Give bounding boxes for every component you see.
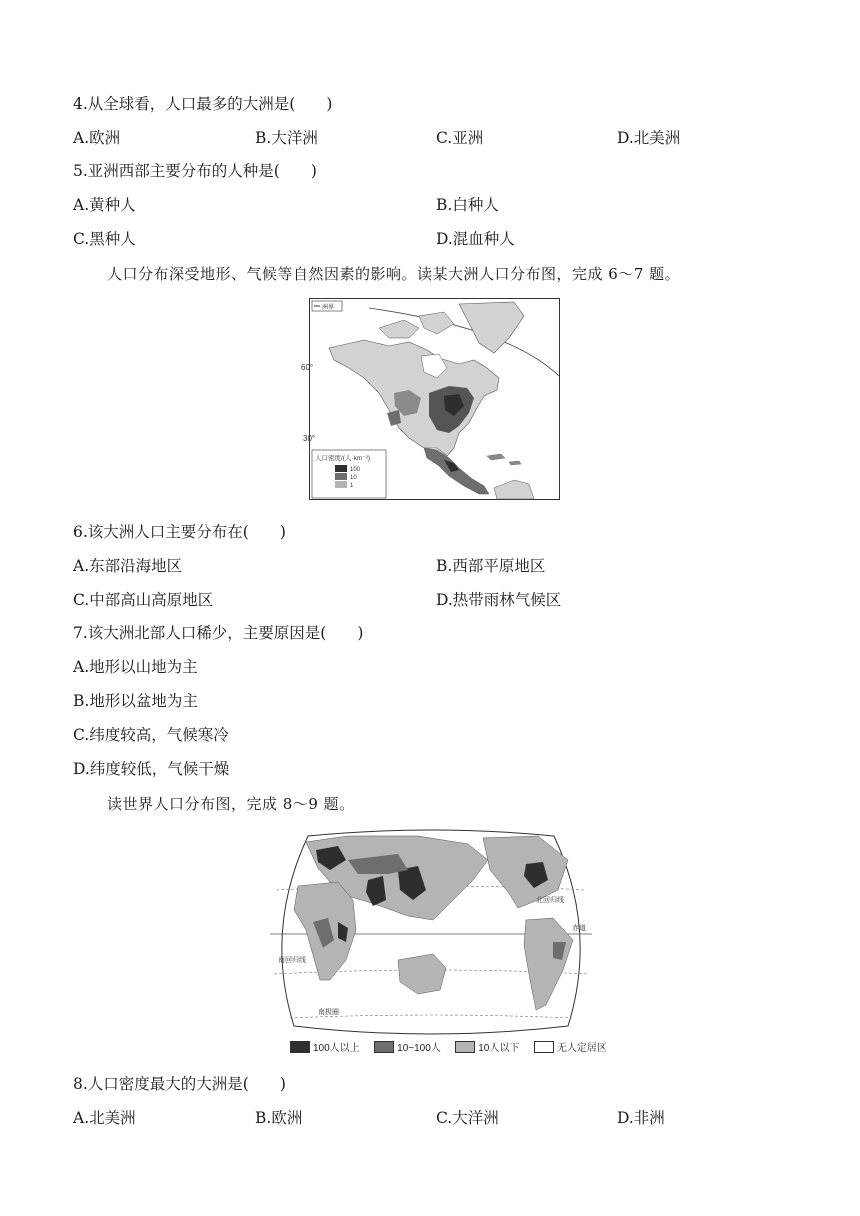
q5-option-d: D.混血种人 (436, 230, 515, 248)
density-level-100: 100 (350, 467, 361, 473)
antarctic-circle-label: 南极圈 (318, 1009, 339, 1016)
tropic-cancer-label: 北回归线 (536, 897, 564, 904)
q8-option-d: D.非洲 (617, 1109, 665, 1127)
density-level-10: 10 (350, 475, 357, 481)
q4-stem: 4.从全球看，人口最多的大洲是( ) (73, 95, 333, 113)
legend-item-mid: 10~100人 (374, 1039, 441, 1054)
q8-option-b: B.欧洲 (255, 1109, 303, 1127)
q8-stem: 8.人口密度最大的大洲是( ) (73, 1075, 286, 1093)
density-legend-title: 人口密度/(人·km⁻²) (315, 455, 371, 462)
legend-item-high: 100人以上 (290, 1039, 360, 1054)
q4-option-b: B.大洋洲 (255, 129, 318, 147)
world-map-legend (290, 1039, 617, 1058)
q5-option-b: B.白种人 (436, 196, 499, 214)
legend-item-none: 无人定居区 (534, 1039, 607, 1054)
lat-30-label: 30° (303, 434, 316, 443)
q7-option-b: B.地形以盆地为主 (73, 692, 198, 710)
q8-option-c: C.大洋洲 (436, 1109, 499, 1127)
lat-60-label: 60° (301, 363, 314, 372)
density-level-1: 1 (350, 483, 354, 489)
north-america-population-map (301, 298, 560, 500)
q6-stem: 6.该大洲人口主要分布在( ) (73, 523, 286, 541)
q5-option-c: C.黑种人 (73, 230, 136, 248)
q6-option-b: B.西部平原地区 (436, 557, 546, 575)
q6-option-a: A.东部沿海地区 (73, 557, 183, 575)
q7-option-a: A.地形以山地为主 (73, 658, 198, 676)
q7-stem: 7.该大洲北部人口稀少，主要原因是( ) (73, 624, 364, 642)
q7-option-c: C.纬度较高，气候寒冷 (73, 726, 229, 744)
world-population-map (268, 830, 594, 1056)
intro-6-7: 人口分布深受地形、气候等自然因素的影响。读某大洲人口分布图，完成 6～7 题。 (107, 265, 681, 283)
q7-option-d: D.纬度较低，气候干燥 (73, 760, 230, 778)
q6-option-c: C.中部高山高原地区 (73, 591, 214, 609)
legend-item-low: 10人以下 (455, 1039, 519, 1054)
q4-option-c: C.亚洲 (436, 129, 484, 147)
q5-stem: 5.亚洲西部主要分布的人种是( ) (73, 162, 317, 180)
q5-option-a: A.黄种人 (73, 196, 136, 214)
boundary-legend-label: 洲界 (322, 305, 335, 311)
q6-option-d: D.热带雨林气候区 (436, 591, 562, 609)
q4-option-d: D.北美洲 (617, 129, 681, 147)
q8-option-a: A.北美洲 (73, 1109, 136, 1127)
q4-option-a: A.欧洲 (73, 129, 121, 147)
intro-8-9: 读世界人口分布图，完成 8～9 题。 (107, 795, 355, 813)
tropic-capricorn-label: 南回归线 (278, 957, 306, 964)
equator-label: 赤道 (572, 925, 586, 932)
